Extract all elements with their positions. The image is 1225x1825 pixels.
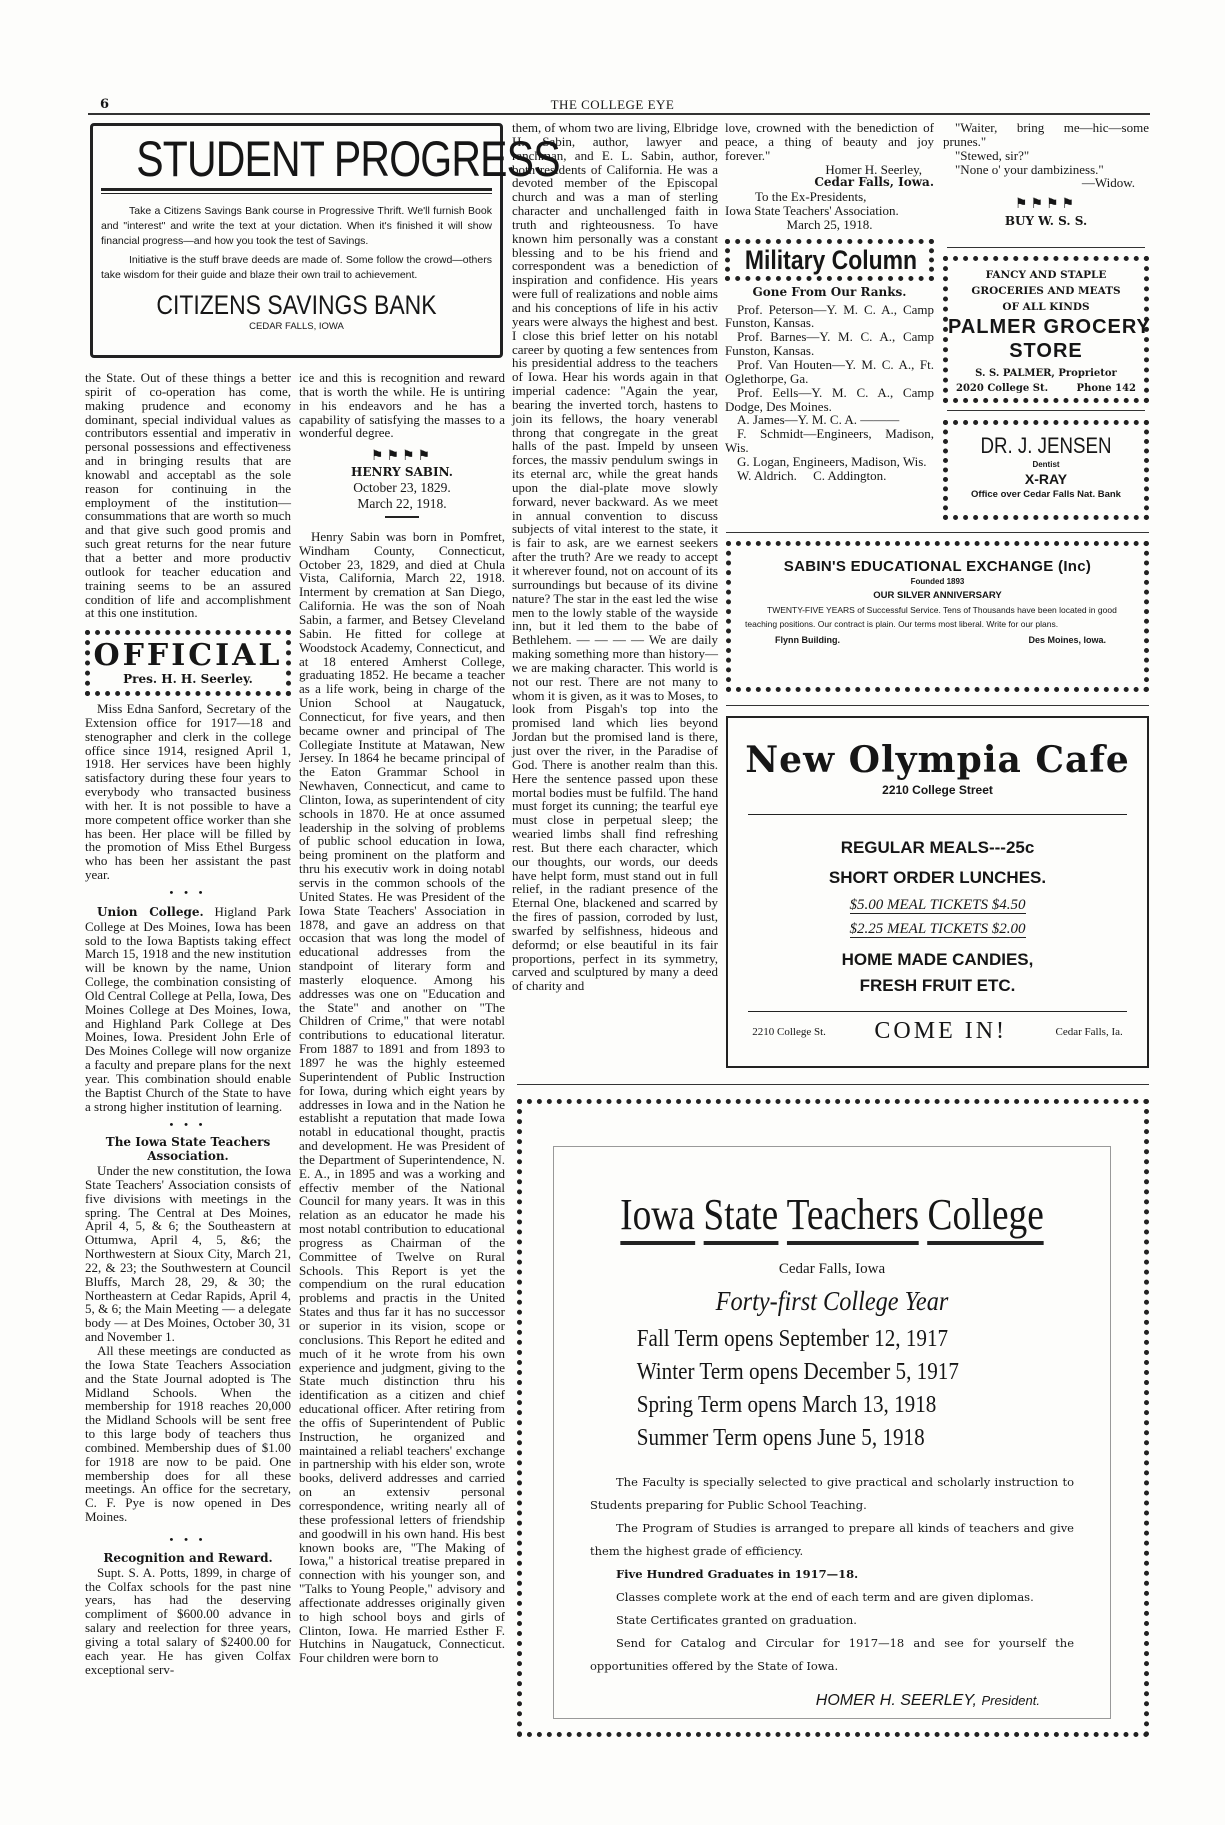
olympia-footer-address: 2210 College St. (752, 1025, 826, 1038)
bank-location: CEDAR FALLS, IOWA (249, 321, 344, 332)
palmer-proprietor: S. S. PALMER, Proprietor (975, 368, 1117, 379)
article-paragraph: Henry Sabin was born in Pomfret, Windham County, Connecticut, October 23, 1829, and died at Chula Vista, California, March 22, 1918. Interment by cremation at San Diego, California. He was the son of Noah Sabin, a farmer, and Betsey Cleveland Sabin. He fitted for college at Woodstock Academy, Connecticut, and at 18 entered Amherst College, graduating 1852. He became a teacher as a life work, being in charge of the Union School at Naugatuck, Connecticut, for five years, and then became owner and principal of The Collegiate Institute at Matawan, New Jersey. In 1864 he became principal of the Eaton Grammar School in Newhaven, Connecticut, and came to Clinton, Iowa, as superintendent of city schools in 1870. He at once assumed leadership in the solving of problems of public school education in Iowa, being prominent on the platform and thru his executiv work in doing notabl servis in the common schools of the United States. He was President of the Iowa State Teachers' Association in 1878, and gave an address on that occasion that was long the model of educational addresses from the standpoint of literary form and masterly eloquence. Among his addresses was one on "Education and the State" and another on "The Children of Crime," that were notabl contributions to educational literatur. From 1887 to 1891 and from 1893 to 1897 he was the highly esteemed Superintendent of Public Instruction for Iowa, during which eight years by addresses in Iowa and in the Nation he establisht a reputation that made Iowa notabl in educational thought, practis and development. He was President of the Department of Superintendence, N. E. A., in 1895 and was a working and effectiv member of the National Council for many years. It was in this relation as an educator he made his most notabl contribution to educational progress as Chairman of the Committee of Twelve on Rural Schools. This Report is yet the compendium on the rural education problems and practis in the United States and thus far it has no successor or superior in its vision, scope or conclusions. This Report he edited and much of it he wrote from his own experience and judgment, giving to the State much distinction thru his identification as a citizen and chief educational officer. After retiring from the offis of Superintendent of Public Instruction, he organized and maintained a reliabl teachers' exchange in partnership with his elder son, wrote books, deliverd addresses and carried on an extensiv personal correspondence, writing nearly all of these professional letters of friendship and goodwill in his own hand. His best known books are, "The Making of Iowa," a historical treatise prepared in connection with his younger son, and "Talks to Young People," advisory and affectionate addresses originally given to high school boys and girls of Clinton, Iowa. He married Esther F. Hutchins in Naugatuck, Connecticut. Four children were born to (299, 528, 505, 1666)
military-item: Prof. Barnes—Y. M. C. A., Camp Funston, Kansas. (725, 329, 934, 359)
olympia-footer (728, 1018, 1147, 1045)
masthead-rule (88, 113, 1150, 115)
divider (726, 532, 1149, 533)
olympia-fruit: FRESH FRUIT ETC. (859, 976, 1016, 995)
college-title-word: Iowa (620, 1189, 695, 1245)
bank-name: CITIZENS SAVINGS BANK (156, 290, 437, 320)
military-column-header (725, 239, 934, 281)
union-college-lead: Union College. (97, 904, 204, 919)
college-paragraph: The Faculty is specially selected to give practical and scholarly instruction to Students preparing for Public School Teaching. (590, 1475, 1074, 1512)
term-line: Spring Term opens March 13, 1918 (636, 1392, 937, 1418)
sabins-exchange-ad (726, 541, 1149, 692)
olympia-meals: REGULAR MEALS---25c (840, 838, 1035, 857)
college-paragraph: State Certificates granted on graduation. (616, 1613, 857, 1627)
obituary-name: HENRY SABIN. (351, 465, 453, 480)
olympia-name: New Olympia Cafe (745, 739, 1130, 781)
military-item: Prof. Peterson—Y. M. C. A., Camp Funston, Kansas. (725, 301, 934, 331)
olympia-cafe-ad (726, 716, 1149, 1068)
buy-wss: BUY W. S. S. (1004, 214, 1088, 229)
obituary-rule (385, 516, 419, 518)
column-3 (512, 121, 718, 1072)
separator: • • • (169, 1118, 207, 1131)
military-item: G. Logan, Engineers, Madison, Wis. (737, 453, 927, 469)
article-paragraph: Miss Edna Sanford, Secretary of the Extension office for 1917—18 and stenographer and clerk in the college office since 1914, resigned April 1, 1918. Her services have been highly satisfactory during these four years to everybody who transacted business with her. It is not possible to have a more competent office worker than she has been. Her place will be filled by the promotion of Miss Ethel Burgess who has been her assistant the past year. (85, 701, 291, 883)
column-1 (85, 371, 291, 1741)
article-paragraph: love, crowned with the benediction of peace, a thing of beauty and joy forever." (725, 120, 934, 163)
palmer-line: GROCERIES AND MEATS (971, 285, 1121, 297)
recipient-line: To the Ex-Presidents, (755, 189, 867, 205)
iowa-ad-inner-frame (553, 1146, 1111, 1719)
joke-line: "Waiter, bring me—hic—some prunes." (943, 120, 1149, 149)
obituary-born: October 23, 1829. (353, 479, 451, 495)
military-subheading: Gone From Our Ranks. (752, 284, 907, 299)
sabin-city: Des Moines, Iowa. (1028, 635, 1106, 645)
term-line: Winter Term opens December 5, 1917 (636, 1359, 959, 1385)
military-item: W. Aldrich. C. Addington. (737, 467, 887, 483)
newspaper-title: THE COLLEGE EYE (550, 97, 675, 112)
palmer-phone: Phone 142 (1076, 383, 1136, 394)
column-5 (943, 121, 1149, 246)
college-location: Cedar Falls, Iowa (778, 1261, 886, 1277)
sabin-anniversary: OUR SILVER ANNIVERSARY (873, 590, 1002, 601)
flags-icon: ⚑⚑⚑⚑ (1014, 197, 1078, 213)
column-4 (725, 121, 934, 529)
term-schedule (554, 1323, 1043, 1455)
college-title-word: College (928, 1189, 1044, 1245)
article-paragraph: ice and this is recognition and reward that is worth the while. He is untiring in his endeavors and he has a capability of satisfying the masses to a wonderful degree. (299, 370, 505, 441)
section-heading: Recognition and Reward. (103, 1550, 273, 1565)
term-line: Fall Term opens September 12, 1917 (636, 1326, 949, 1352)
signature-place: Cedar Falls, Iowa. (814, 175, 934, 190)
college-title (596, 1189, 1069, 1245)
article-paragraph: them, of whom two are living, Elbridge H. Sabin, author, lawyer and ranchman, and E. L. Sabin, author, both residents of California. He was a devoted member of the Episcopal church and was a man of sterling character and unchallenged faith in truth and righteousness. To have known him personally was a constant blessing and to be his friend and correspondent was a benediction of inspiration and confidence. His years were full of realizations and noble aims and his conceptions of life in his activ years were always the highest and best. I close this brief letter on his notabl career by quoting a few sentences from his presidential address to the teachers of Iowa. Hear his words again in that imperial cadence: "Again the year, bearing the inverted torch, hastens to join its fellows, the hoary venerabl throng that congregate in the great halls of the past. Impeld by unseen forces, the massiv pendulum swings in its eternal arc, while the great hands upon the dial-plate move slowly forward, never backward. As we meet in annual convention to discuss subjects of vital interest to the state, it is fair to ask, are we earnest seekers after the truth? Are we ready to accept it wherever found, not on account of its surroundings but because of its divine nature? The star in the east led the wise men to the lowly stable of the wayside inn, but it led them to the babe of Bethlehem. — — — — We are daily making something more than history—we are making character. This world is not our rest. There are not many to whom it is given, as it was to Moses, to look from Pisgah's top into the promised land which lies beyond Jordan but the promised land is there, just over the river, in the Paradise of God. There is another realm than this. Here the sentence passed upon these mortal bodies must be fulfild. The hand must forget its cunning; the tearful eye must close in perpetual sleep; the wearied limbs shall find refreshing rest. But there each character, which our thoughts, our words, our deeds have helpt form, must stand out in full relief, in the radiant presence of the Eternal One, blackened and scarred by the fires of passion, corroded by lust, swarfed by selfishness, hideous and deformd; or else beautiful in its fair proportions, perfect in its symmetry, carved and sculptured by many a deed of charity and (512, 120, 718, 994)
jensen-name: DR. J. JENSEN (980, 433, 1112, 458)
olympia-footer-city: Cedar Falls, Ia. (1055, 1025, 1123, 1038)
sabin-title: SABIN'S EDUCATIONAL EXCHANGE (Inc) (783, 558, 1092, 575)
official-header-box (85, 630, 291, 696)
olympia-lunches: SHORT ORDER LUNCHES. (828, 868, 1047, 887)
olympia-rule (748, 1011, 1127, 1012)
college-description (554, 1455, 1110, 1678)
article-paragraph: Supt. S. A. Potts, 1899, in charge of the Colfax schools for the past nine years, has had the deserving compliment of $600.00 advance in salary and reelection for three years, giving a total salary of $2400.00 for each year. He has given Colfax exceptional serv- (85, 1564, 291, 1677)
letter-date: March 25, 1918. (786, 216, 873, 232)
iowa-state-teachers-college-ad (517, 1099, 1149, 1737)
flags-icon: ⚑⚑⚑⚑ (370, 449, 434, 465)
official-title: OFFICIAL (93, 638, 283, 674)
divider (947, 410, 1145, 411)
article-paragraph (85, 905, 291, 1114)
joke-line: "Stewed, sir?" (955, 147, 1030, 163)
sabin-footer (745, 631, 1130, 645)
union-college-text: Higland Park College at Des Moines, Iowa has been sold to the Iowa Baptists taking effect March 15, 1918 and the new institution will be known by the name, Union College, the combination consisting of Old Central College at Pella, Iowa, Des Moines College at Des Moines, Iowa, and Highland Park College at Des Moines, Iowa. President John Erle of Des Moines College will now organize a faculty and prepare plans for the next year. This combination should enable the Baptist Church of the State to have a strong higher institution of learning. (85, 903, 291, 1114)
palmer-grocery-ad (943, 256, 1149, 403)
college-paragraph: Five Hundred Graduates in 1917—18. (616, 1567, 859, 1581)
citizens-bank-ad (90, 123, 560, 358)
ad-paragraph: Initiative is the stuff brave deeds are made of. Some follow the crowd—others take wisdom for their guide and blaze their own trail to achievement. (101, 254, 492, 281)
signature-name: HOMER H. SEERLEY, (815, 1692, 977, 1709)
sabin-founded: Founded 1893 (910, 577, 965, 586)
palmer-name: PALMER GROCERY (948, 316, 1151, 338)
obituary-died: March 22, 1918. (357, 495, 447, 511)
palmer-address: 2020 College St. (956, 383, 1049, 394)
olympia-address: 2210 College Street (882, 783, 993, 797)
olympia-rule (748, 814, 1127, 815)
college-title-word: State (703, 1189, 778, 1245)
college-signature (554, 1692, 1110, 1710)
meal-ticket-offer: $5.00 MEAL TICKETS $4.50 (849, 897, 1026, 913)
palmer-contact (948, 382, 1144, 396)
recipient-line: Iowa State Teachers' Association. (725, 203, 899, 219)
divider (517, 1084, 1149, 1085)
military-item: A. James—Y. M. C. A. ——— (737, 412, 900, 428)
military-item: F. Schmidt—Engineers, Madison, Wis. (725, 426, 934, 456)
college-paragraph: Send for Catalog and Circular for 1917—18 and see for yourself the opportunities offered by the State of Iowa. (590, 1636, 1074, 1673)
palmer-line: OF ALL KINDS (1002, 301, 1090, 313)
college-paragraph: Classes complete work at the end of each term and are given diplomas. (616, 1590, 1034, 1604)
college-paragraph: The Program of Studies is arranged to prepare all kinds of teachers and give them the highest grade of efficiency. (590, 1521, 1074, 1558)
olympia-come-in: COME IN! (874, 1018, 1008, 1044)
dr-jensen-ad (943, 420, 1149, 520)
separator: • • • (169, 887, 207, 899)
sabin-body: TWENTY-FIVE YEARS of Successful Service. Tens of Thousands have been located in good teaching positions. Our contract is plain. Our terms most liberal. Write for our plans. (745, 605, 1117, 629)
article-paragraph: Under the new constitution, the Iowa State Teachers' Association consists of five divisions with meetings in the spring. The Central at Des Moines, April 4, 5, & 6; the Southeastern at Ottumwa, April 4, 5, &6; the Northwestern at Sioux City, March 21, 22, & 23; the Southwestern at Council Bluffs, March 28, 29, & 30; the Northeastern at Cedar Rapids, April 4, 5, & 6; the Main Meeting — a delegate body — at Des Moines, October 30, 31 and November 1. (85, 1163, 291, 1345)
term-line: Summer Term opens June 5, 1918 (636, 1425, 925, 1451)
column-2 (299, 371, 505, 1741)
article-paragraph: the State. Out of these things a better spirit of co-operation has come, making prudence and economy dominant, special individual values as contributors essential and imperativ in personal possessions and effectiveness and in bringing results that are knowabl and acceptabl as the sole reason for continuing in the employment of the institution—consummations that are worth so much and that give such good promis and such great returns for the near future that a better and more productiv outlook for teacher education and training seems to be an assured condition of life and accomplishment at this one institution. (85, 370, 291, 621)
military-item: Prof. Van Houten—Y. M. C. A., Ft. Oglethorpe, Ga. (725, 356, 934, 386)
signature-name: Homer H. Seerley, (825, 161, 922, 177)
sabin-building: Flynn Building. (775, 635, 840, 645)
article-paragraph: All these meetings are conducted as the Iowa State Teachers Association and the State Journal adopted is The Midland Schools. When the membership for 1918 reaches 20,000 the Midland Schools will be sent free to this large body of teachers thus combined. Membership dues of $1.00 for 1918 are now to be paid. One membership does for all these meetings. An office for the secretary, C. F. Pye is now opened in Des Moines. (85, 1343, 291, 1525)
olympia-candies: HOME MADE CANDIES, (841, 950, 1034, 969)
divider (726, 705, 1149, 706)
jensen-office: Office over Cedar Falls Nat. Bank (971, 489, 1121, 500)
section-heading: The Iowa State Teachers Association. (105, 1135, 271, 1164)
separator: • • • (169, 1533, 207, 1546)
jensen-xray: X-RAY (1024, 471, 1068, 487)
military-item: Prof. Eells—Y. M. C. A., Camp Dodge, Des Moines. (725, 384, 934, 414)
joke-source: —Widow. (1081, 175, 1135, 191)
joke-line: "None o' your dambiziness." (955, 161, 1104, 177)
meal-ticket-offer: $2.25 MEAL TICKETS $2.00 (849, 921, 1026, 937)
signature-title: President. (981, 1693, 1040, 1708)
military-column-title: Military Column (744, 244, 918, 275)
palmer-line: FANCY AND STAPLE (985, 269, 1107, 281)
official-byline: Pres. H. H. Seerley. (123, 672, 253, 687)
divider (947, 247, 1145, 248)
college-title-word: Teachers (787, 1189, 919, 1245)
ad-paragraph: Take a Citizens Savings Bank course in Progressive Thrift. We'll furnish Book and "interest" and write the text at your dictation. When it's finished it will show financial progress—and how you took the test of Savings. (101, 205, 492, 247)
jensen-title: Dentist (1032, 460, 1060, 469)
headline-rule (101, 188, 492, 194)
student-progress-headline: STUDENT PROGRESS (136, 131, 560, 187)
palmer-name: STORE (1009, 340, 1083, 362)
page-number: 6 (100, 97, 110, 112)
college-year: Forty-first College Year (715, 1286, 949, 1316)
